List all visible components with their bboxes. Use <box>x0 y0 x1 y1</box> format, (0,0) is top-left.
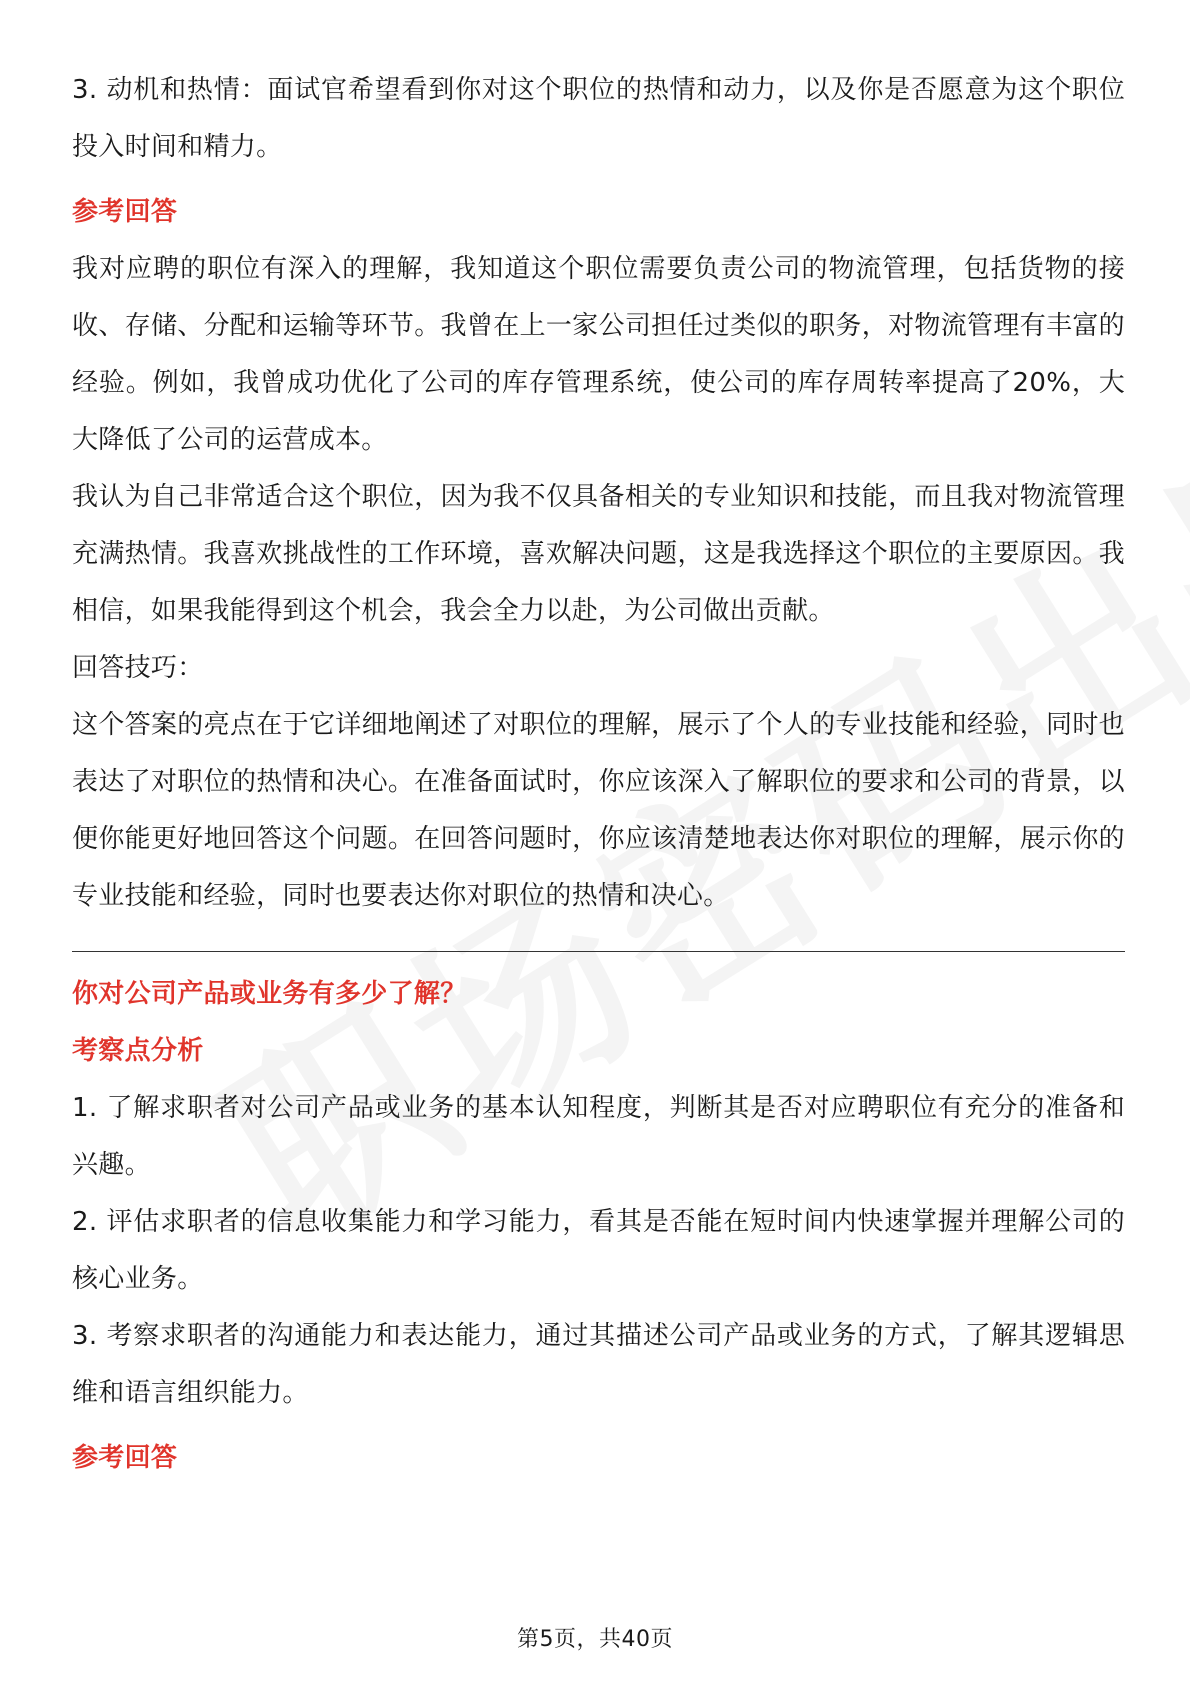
section-divider <box>72 951 1125 952</box>
analysis-heading: 考察点分析 <box>72 1036 204 1066</box>
page-number: 第5页，共40页 <box>517 1627 673 1652</box>
tips-text: 这个答案的亮点在于它详细地阐述了对职位的理解，展示了个人的专业技能和经验，同时也表达了对职位的热情和决心。在准备面试时，你应该深入了解职位的要求和公司的背景，以便你能更好地回答这个问题。在回答问题时，你应该清楚地表达你对职位的理解，展示你的专业技能和经验，同时也要表达你对职位的热情和决心。 <box>72 710 1125 911</box>
list-item: 1. 了解求职者对公司产品或业务的基本认知程度，判断其是否对应聘职位有充分的准备和兴趣。 <box>72 1093 1125 1180</box>
reference-answer-heading-2: 参考回答 <box>72 1443 178 1473</box>
tips-label: 回答技巧： <box>72 653 204 683</box>
list-item: 2. 评估求职者的信息收集能力和学习能力，看其是否能在短时间内快速掌握并理解公司的核心业务。 <box>72 1207 1125 1294</box>
answer-paragraph-1: 我对应聘的职位有深入的理解，我知道这个职位需要负责公司的物流管理，包括货物的接收、存储、分配和运输等环节。我曾在上一家公司担任过类似的职务，对物流管理有丰富的经验。例如，我曾成功优化了公司的库存管理系统，使公司的库存周转率提高了20%，大大降低了公司的运营成本。 <box>72 254 1125 455</box>
analysis-point-3: 3. 动机和热情：面试官希望看到你对这个职位的热情和动力，以及你是否愿意为这个职位投入时间和精力。 <box>72 75 1125 162</box>
answer-paragraph-2: 我认为自己非常适合这个职位，因为我不仅具备相关的专业知识和技能，而且我对物流管理充满热情。我喜欢挑战性的工作环境，喜欢解决问题，这是我选择这个职位的主要原因。我相信，如果我能得到这个机会，我会全力以赴，为公司做出贡献。 <box>72 482 1125 626</box>
list-item: 3. 考察求职者的沟通能力和表达能力，通过其描述公司产品或业务的方式，了解其逻辑思维和语言组织能力。 <box>72 1321 1125 1408</box>
reference-answer-heading: 参考回答 <box>72 197 178 227</box>
question-heading: 你对公司产品或业务有多少了解？ <box>72 979 467 1009</box>
document-page <box>72 62 1125 1487</box>
